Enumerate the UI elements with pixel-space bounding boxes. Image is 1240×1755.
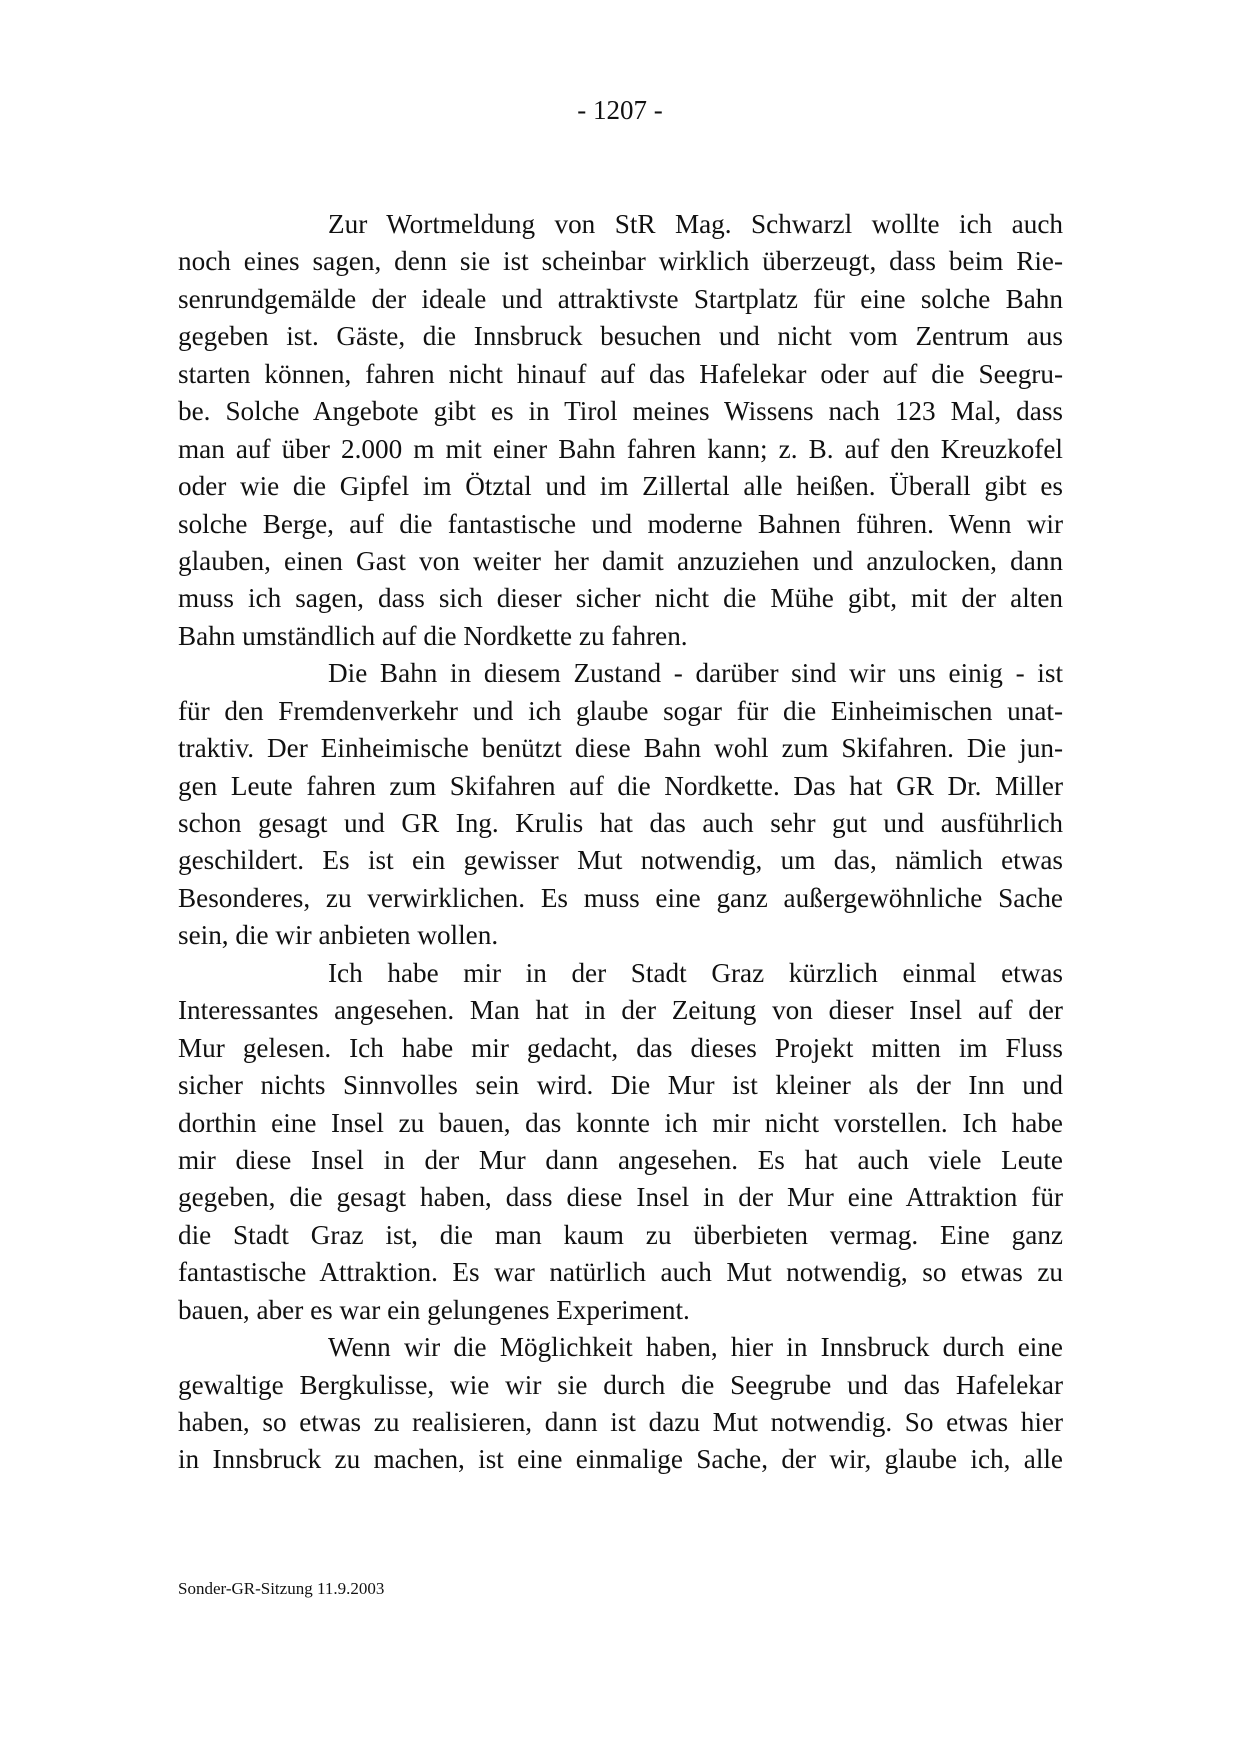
text-line: fantastische Attraktion. Es war natürlich auch Mut notwendig, so etwas zu (178, 1257, 1063, 1288)
text-line: bauen, aber es war ein gelungenes Experiment. (178, 1294, 690, 1325)
text-line: Besonderes, zu verwirklichen. Es muss eine ganz außergewöhnliche Sache (178, 882, 1063, 913)
paragraph (178, 955, 1063, 1329)
text-line: Ich habe mir in der Stadt Graz kürzlich einmal etwas (328, 957, 1063, 988)
text-line: Wenn wir die Möglichkeit haben, hier in Innsbruck durch eine (328, 1332, 1063, 1363)
text-line: geschildert. Es ist ein gewisser Mut notwendig, um das, nämlich etwas (178, 845, 1063, 876)
text-line: traktiv. Der Einheimische benützt diese Bahn wohl zum Skifahren. Die jun- (178, 733, 1063, 764)
text-line: haben, so etwas zu realisieren, dann ist dazu Mut notwendig. So etwas hier (178, 1407, 1063, 1437)
text-line: man auf über 2.000 m mit einer Bahn fahren kann; z. B. auf den Kreuzkofel (178, 433, 1063, 464)
paragraph (178, 206, 1063, 655)
text-line: gewaltige Bergkulisse, wie wir sie durch die Seegrube und das Hafelekar (178, 1369, 1063, 1400)
text-line: gen Leute fahren zum Skifahren auf die Nordkette. Das hat GR Dr. Miller (178, 770, 1063, 801)
text-line: sein, die wir anbieten wollen. (178, 920, 499, 951)
text-line: gegeben ist. Gäste, die Innsbruck besuchen und nicht vom Zentrum aus (178, 321, 1063, 352)
text-line: die Stadt Graz ist, die man kaum zu überbieten vermag. Eine ganz (178, 1219, 1063, 1250)
text-line: für den Fremdenverkehr und ich glaube sogar für die Einheimischen unat- (178, 695, 1063, 726)
text-line: Interessantes angesehen. Man hat in der Zeitung von dieser Insel auf der (178, 995, 1063, 1026)
text-line: sicher nichts Sinnvolles sein wird. Die Mur ist kleiner als der Inn und (178, 1070, 1063, 1101)
text-line: oder wie die Gipfel im Ötztal und im Zillertal alle heißen. Überall gibt es (178, 471, 1063, 502)
text-line: solche Berge, auf die fantastische und moderne Bahnen führen. Wenn wir (178, 508, 1063, 539)
text-line: mir diese Insel in der Mur dann angesehen. Es hat auch viele Leute (178, 1144, 1063, 1175)
text-line: Die Bahn in diesem Zustand - darüber sind wir uns einig - ist (328, 658, 1063, 689)
text-line: senrundgemälde der ideale und attraktivste Startplatz für eine solche Bahn (178, 283, 1063, 314)
text-line: in Innsbruck zu machen, ist eine einmalige Sache, der wir, glaube ich, alle (178, 1444, 1063, 1475)
paragraph (178, 1329, 1063, 1479)
text-line: muss ich sagen, dass sich dieser sicher nicht die Mühe gibt, mit der alten (178, 583, 1063, 614)
text-line: glauben, einen Gast von weiter her damit anzuziehen und anzulocken, dann (178, 545, 1063, 576)
document-body (178, 206, 1063, 1479)
text-line: Bahn umständlich auf die Nordkette zu fahren. (178, 620, 688, 651)
text-line: starten können, fahren nicht hinauf auf das Hafelekar oder auf die Seegru- (178, 358, 1063, 389)
text-line: schon gesagt und GR Ing. Krulis hat das auch sehr gut und ausführlich (178, 808, 1063, 838)
text-line: Mur gelesen. Ich habe mir gedacht, das dieses Projekt mitten im Fluss (178, 1032, 1063, 1063)
text-line: noch eines sagen, denn sie ist scheinbar wirklich überzeugt, dass beim Rie- (178, 246, 1063, 277)
text-line: be. Solche Angebote gibt es in Tirol meines Wissens nach 123 Mal, dass (178, 396, 1063, 427)
text-line: dorthin eine Insel zu bauen, das konnte ich mir nicht vorstellen. Ich habe (178, 1107, 1063, 1138)
text-line: gegeben, die gesagt haben, dass diese Insel in der Mur eine Attraktion für (178, 1182, 1063, 1213)
paragraph (178, 655, 1063, 955)
text-line: Zur Wortmeldung von StR Mag. Schwarzl wollte ich auch (328, 209, 1063, 239)
footer-session-label: Sonder-GR-Sitzung 11.9.2003 (178, 1579, 385, 1598)
page-number: - 1207 - (577, 95, 663, 125)
